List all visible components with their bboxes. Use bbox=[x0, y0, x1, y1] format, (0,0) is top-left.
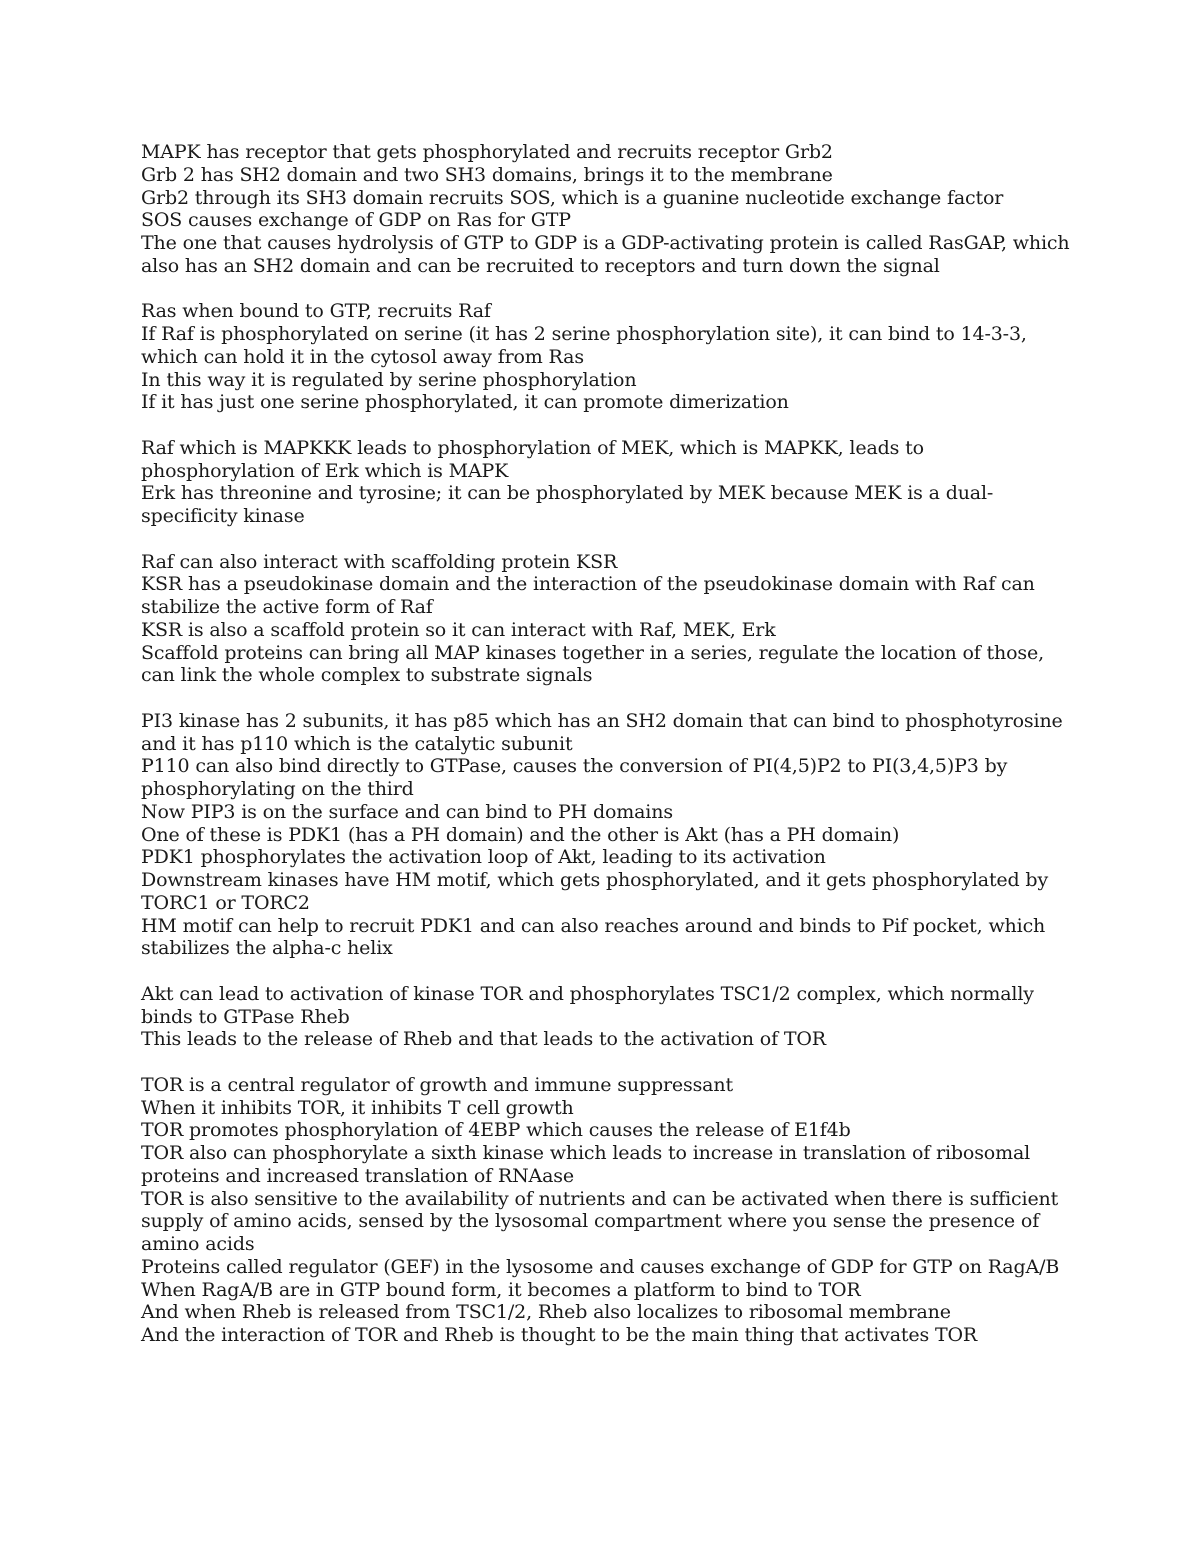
text-line: When it inhibits TOR, it inhibits T cell growth bbox=[141, 1096, 574, 1119]
text-line: Downstream kinases have HM motif, which gets phosphorylated, and it gets phosphorylated by TORC1 or TORC2 bbox=[141, 869, 1049, 914]
text-line: KSR has a pseudokinase domain and the interaction of the pseudokinase domain with Raf can stabilize the active form of Raf bbox=[141, 573, 1035, 618]
text-line: KSR is also a scaffold protein so it can interact with Raf, MEK, Erk bbox=[141, 618, 776, 641]
text-line: Scaffold proteins can bring all MAP kinases together in a series, regulate the location of those, can link the whole complex to substrate signals bbox=[141, 641, 1044, 687]
text-line: In this way it is regulated by serine phosphorylation bbox=[141, 368, 637, 391]
document-body bbox=[141, 141, 1071, 1347]
text-line: Grb2 through its SH3 domain recruits SOS, which is a guanine nucleotide exchange factor bbox=[141, 186, 1004, 209]
text-line: TOR is also sensitive to the availability of nutrients and can be activated when there is sufficient supply of amino acids, sensed by the lysosomal compartment where you sense the presence of amino acids bbox=[141, 1187, 1059, 1255]
paragraph bbox=[141, 551, 1071, 688]
text-line: Now PIP3 is on the surface and can bind to PH domains bbox=[141, 800, 673, 823]
text-line: And when Rheb is released from TSC1/2, Rheb also localizes to ribosomal membrane bbox=[141, 1301, 951, 1324]
paragraph bbox=[141, 300, 1071, 414]
text-line: SOS causes exchange of GDP on Ras for GTP bbox=[141, 209, 571, 232]
text-line: Ras when bound to GTP, recruits Raf bbox=[141, 300, 491, 323]
text-line: TOR is a central regulator of growth and immune suppressant bbox=[141, 1073, 733, 1096]
paragraph bbox=[141, 1074, 1071, 1347]
text-line: MAPK has receptor that gets phosphorylated and recruits receptor Grb2 bbox=[141, 141, 833, 163]
text-line: TOR promotes phosphorylation of 4EBP which causes the release of E1f4b bbox=[141, 1119, 851, 1142]
text-line: PI3 kinase has 2 subunits, it has p85 which has an SH2 domain that can bind to phosphotyrosine and it has p110 which is the catalytic subunit bbox=[141, 709, 1063, 755]
paragraph bbox=[141, 437, 1071, 528]
text-line: Raf can also interact with scaffolding protein KSR bbox=[141, 550, 618, 573]
text-line: If it has just one serine phosphorylated, it can promote dimerization bbox=[141, 391, 789, 414]
text-line: One of these is PDK1 (has a PH domain) and the other is Akt (has a PH domain) bbox=[141, 823, 900, 846]
text-line: When RagA/B are in GTP bound form, it becomes a platform to bind to TOR bbox=[141, 1278, 861, 1301]
paragraph bbox=[141, 983, 1071, 1051]
paragraph bbox=[141, 141, 1071, 278]
paragraph bbox=[141, 710, 1071, 960]
text-line: TOR also can phosphorylate a sixth kinase which leads to increase in translation of ribosomal proteins and increased translation of RNAase bbox=[141, 1142, 1031, 1187]
text-line: PDK1 phosphorylates the activation loop of Akt, leading to its activation bbox=[141, 846, 826, 869]
text-line: P110 can also bind directly to GTPase, causes the conversion of PI(4,5)P2 to PI(3,4,5)P3 by phosphorylating on the third bbox=[141, 755, 1008, 800]
text-line: The one that causes hydrolysis of GTP to GDP is a GDP-activating protein is called RasGAP, which also has an SH2 domain and can be recruited to receptors and turn down the signal bbox=[141, 232, 1070, 277]
text-line: Grb 2 has SH2 domain and two SH3 domains, brings it to the membrane bbox=[141, 163, 833, 186]
text-line: Proteins called regulator (GEF) in the lysosome and causes exchange of GDP for GTP on RagA/B bbox=[141, 1255, 1060, 1278]
text-line: Erk has threonine and tyrosine; it can be phosphorylated by MEK because MEK is a dual-specificity kinase bbox=[141, 482, 994, 527]
text-line: And the interaction of TOR and Rheb is thought to be the main thing that activates TOR bbox=[141, 1324, 978, 1346]
text-line: If Raf is phosphorylated on serine (it has 2 serine phosphorylation site), it can bind to 14-3-3, which can hold it in the cytosol away from Ras bbox=[141, 323, 1027, 368]
text-line: Raf which is MAPKKK leads to phosphorylation of MEK, which is MAPKK, leads to phosphorylation of Erk which is MAPK bbox=[141, 436, 924, 482]
text-line: This leads to the release of Rheb and that leads to the activation of TOR bbox=[141, 1028, 826, 1051]
text-line: Akt can lead to activation of kinase TOR and phosphorylates TSC1/2 complex, which normally binds to GTPase Rheb bbox=[141, 982, 1034, 1028]
text-line: HM motif can help to recruit PDK1 and can also reaches around and binds to Pif pocket, which stabilizes the alpha-c helix bbox=[141, 914, 1046, 960]
